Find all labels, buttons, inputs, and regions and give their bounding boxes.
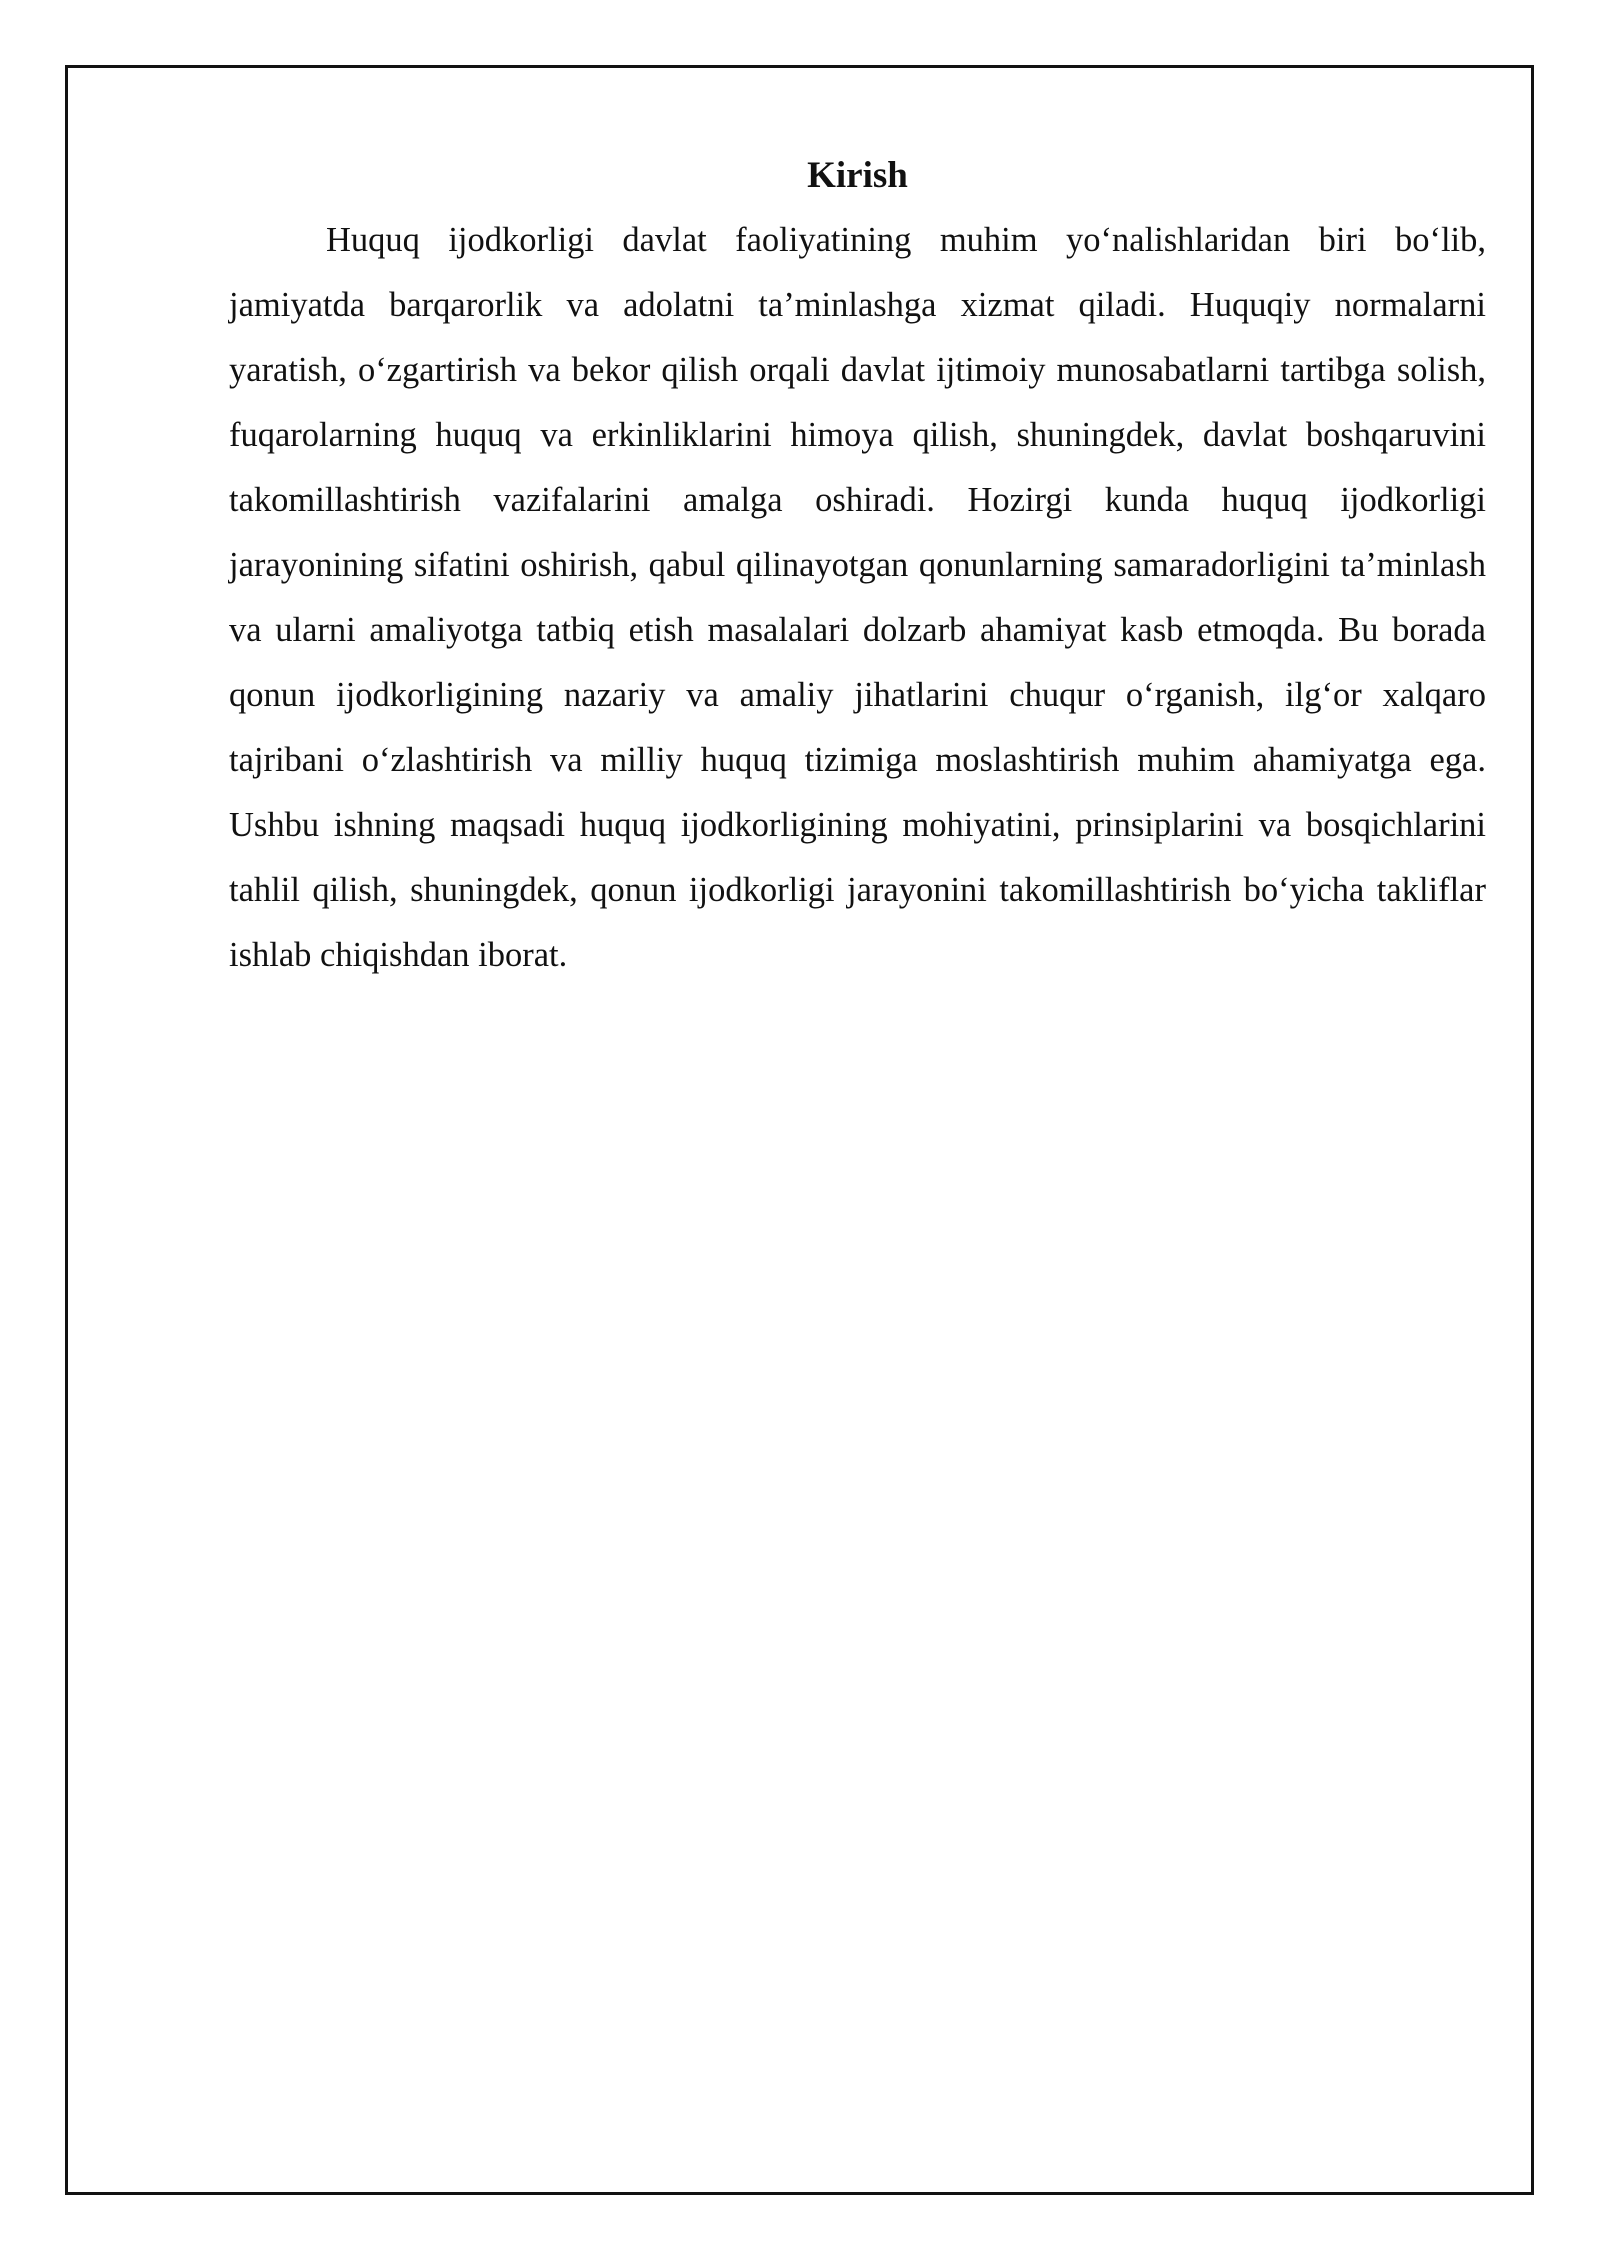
section-title: Kirish	[807, 155, 908, 196]
document-content	[229, 152, 1486, 988]
body-paragraph: Huquq ijodkorligi davlat faoliyatining muhim yo‘nalishlaridan biri bo‘lib, jamiyatda barqarorlik va adolatni ta’minlashga xizmat qiladi. Huquqiy normalarni yaratish, o‘zgartirish va bekor qilish orqali davlat ijtimoiy munosabatlarni tartibga solish, fuqarolarning huquq va erkinliklarini himoya qilish, shuningdek, davlat boshqaruvini takomillashtirish vazifalarini amalga oshiradi. Hozirgi kunda huquq ijodkorligi jarayonining sifatini oshirish, qabul qilinayotgan qonunlarning samaradorligini ta’minlash va ularni amaliyotga tatbiq etish masalalari dolzarb ahamiyat kasb etmoqda. Bu borada qonun ijodkorligining nazariy va amaliy jihatlarini chuqur o‘rganish, ilg‘or xalqaro tajribani o‘zlashtirish va milliy huquq tizimiga moslashtirish muhim ahamiyatga ega. Ushbu ishning maqsadi huquq ijodkorligining mohiyatini, prinsiplarini va bosqichlarini tahlil qilish, shuningdek, qonun ijodkorligi jarayonini takomillashtirish bo‘yicha takliflar ishlab chiqishdan iborat.	[229, 221, 1486, 974]
